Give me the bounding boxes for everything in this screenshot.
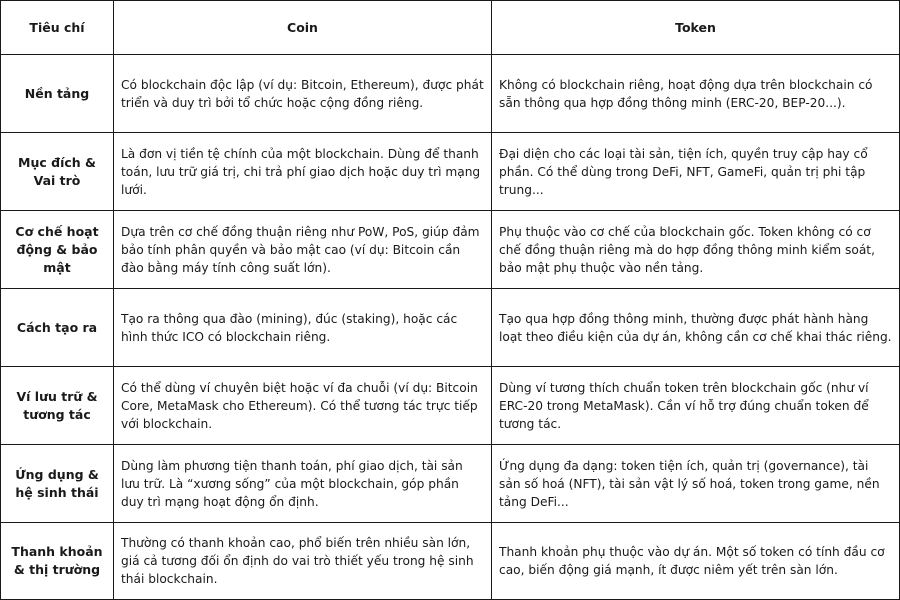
table-row	[1, 289, 900, 367]
token-cell: Không có blockchain riêng, hoạt động dựa trên blockchain có sẵn thông qua hợp đồng thông minh (ERC-20, BEP-20...).	[492, 55, 900, 133]
token-cell: Tạo qua hợp đồng thông minh, thường được phát hành hàng loạt theo điều kiện của dự án, không cần cơ chế khai thác riêng.	[492, 289, 900, 367]
table-row	[1, 211, 900, 289]
table-row	[1, 55, 900, 133]
token-cell: Thanh khoản phụ thuộc vào dự án. Một số token có tính đầu cơ cao, biến động giá mạnh, ít được niêm yết trên sàn lớn.	[492, 523, 900, 600]
criterion-cell: Nền tảng	[1, 55, 114, 133]
table-row	[1, 445, 900, 523]
token-cell: Ứng dụng đa dạng: token tiện ích, quản trị (governance), tài sản số hoá (NFT), tài sản vật lý số hoá, token trong game, nền tảng DeFi...	[492, 445, 900, 523]
table-row	[1, 133, 900, 211]
coin-cell: Là đơn vị tiền tệ chính của một blockchain. Dùng để thanh toán, lưu trữ giá trị, chi trả phí giao dịch hoặc duy trì mạng lưới.	[114, 133, 492, 211]
coin-cell: Dùng làm phương tiện thanh toán, phí giao dịch, tài sản lưu trữ. Là “xương sống” của một blockchain, góp phần duy trì mạng hoạt động ổn định.	[114, 445, 492, 523]
criterion-cell: Cơ chế hoạt động & bảo mật	[1, 211, 114, 289]
token-cell: Dùng ví tương thích chuẩn token trên blockchain gốc (như ví ERC-20 trong MetaMask). Cần ví hỗ trợ đúng chuẩn token để tương tác.	[492, 367, 900, 445]
table-header	[1, 1, 900, 55]
criterion-cell: Thanh khoản & thị trường	[1, 523, 114, 600]
coin-cell: Tạo ra thông qua đào (mining), đúc (staking), hoặc các hình thức ICO có blockchain riêng.	[114, 289, 492, 367]
table-row	[1, 523, 900, 600]
header-coin: Coin	[114, 1, 492, 55]
coin-cell: Có thể dùng ví chuyên biệt hoặc ví đa chuỗi (ví dụ: Bitcoin Core, MetaMask cho Ethereum). Có thể tương tác trực tiếp với blockchain.	[114, 367, 492, 445]
coin-cell: Thường có thanh khoản cao, phổ biến trên nhiều sàn lớn, giá cả tương đối ổn định do vai trò thiết yếu trong hệ sinh thái blockchain.	[114, 523, 492, 600]
criterion-cell: Ví lưu trữ & tương tác	[1, 367, 114, 445]
token-cell: Đại diện cho các loại tài sản, tiện ích, quyền truy cập hay cổ phần. Có thể dùng trong DeFi, NFT, GameFi, quản trị phi tập trung...	[492, 133, 900, 211]
coin-cell: Dựa trên cơ chế đồng thuận riêng như PoW, PoS, giúp đảm bảo tính phân quyền và bảo mật cao (ví dụ: Bitcoin cần đào bằng máy tính công suất lớn).	[114, 211, 492, 289]
criterion-cell: Cách tạo ra	[1, 289, 114, 367]
header-row	[1, 1, 900, 55]
token-cell: Phụ thuộc vào cơ chế của blockchain gốc. Token không có cơ chế đồng thuận riêng mà do hợp đồng thông minh kiểm soát, bảo mật phụ thuộc vào nền tảng.	[492, 211, 900, 289]
table-row	[1, 367, 900, 445]
criterion-cell: Mục đích & Vai trò	[1, 133, 114, 211]
header-criterion: Tiêu chí	[1, 1, 114, 55]
header-token: Token	[492, 1, 900, 55]
criterion-cell: Ứng dụng & hệ sinh thái	[1, 445, 114, 523]
coin-cell: Có blockchain độc lập (ví dụ: Bitcoin, Ethereum), được phát triển và duy trì bởi tổ chức hoặc cộng đồng riêng.	[114, 55, 492, 133]
table-body	[1, 55, 900, 600]
